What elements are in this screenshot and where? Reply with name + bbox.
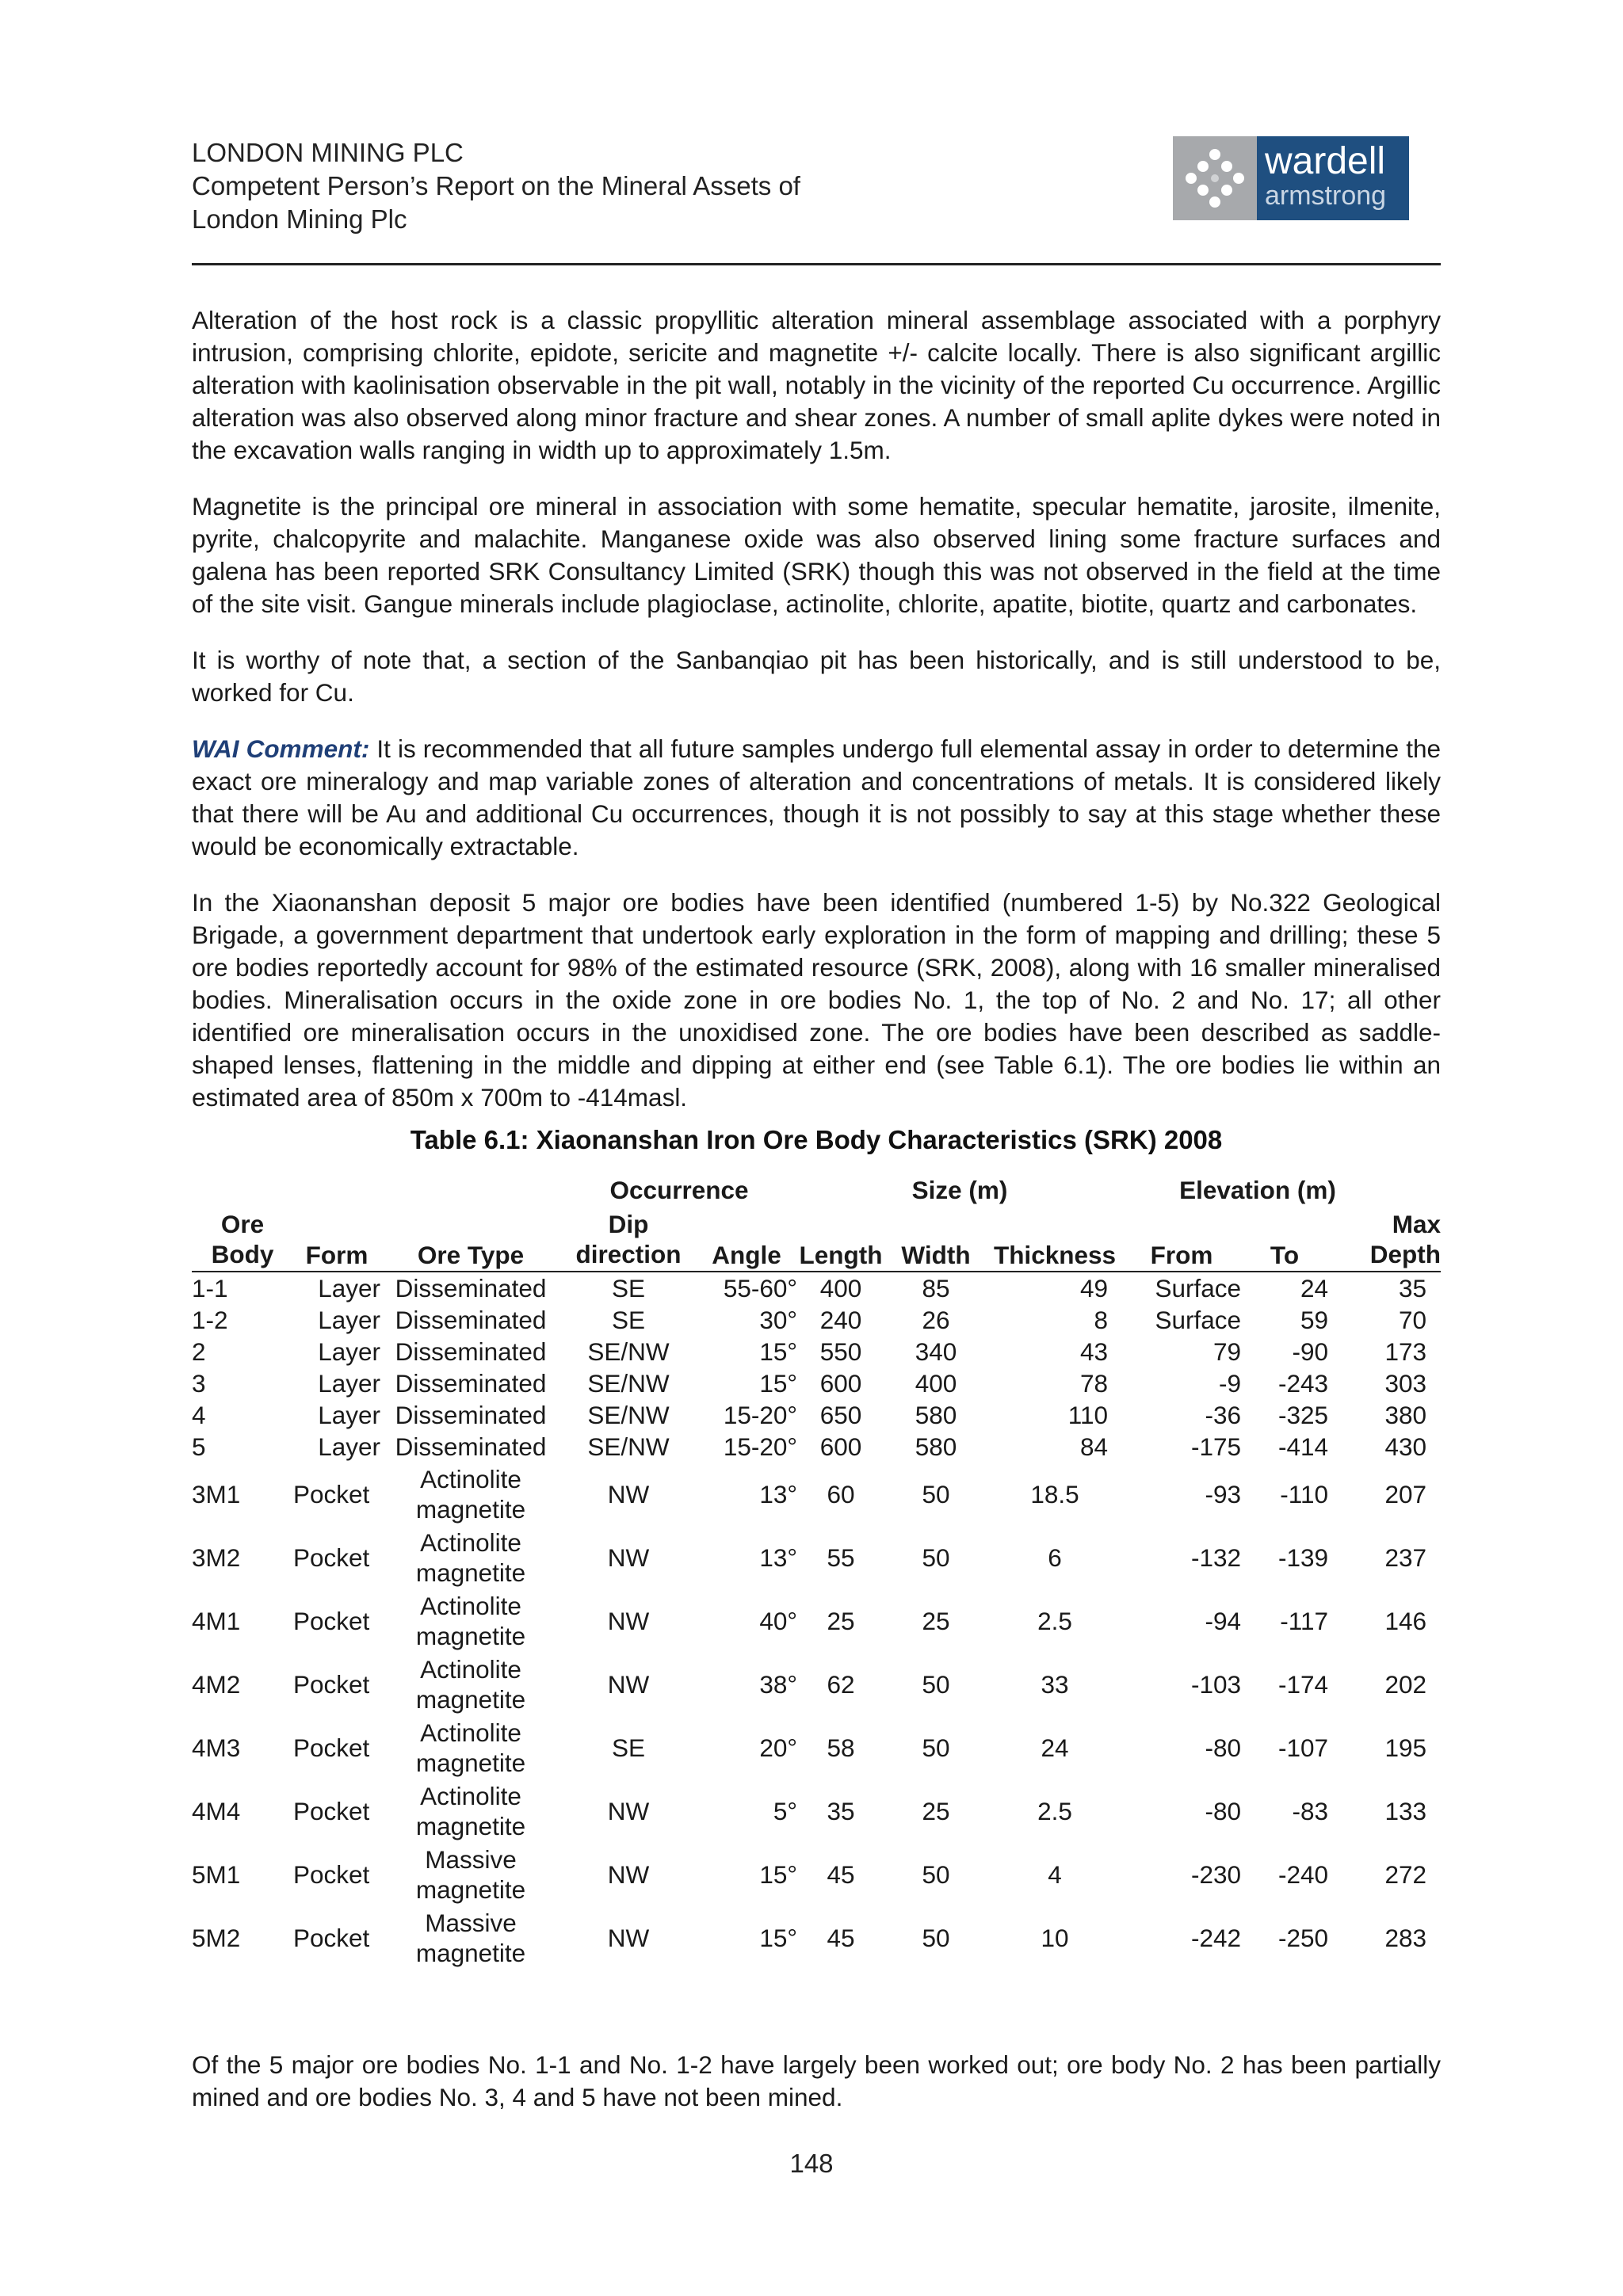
- cell-form: Pocket: [293, 1543, 370, 1572]
- table-row: [192, 1431, 1441, 1463]
- cell-thickness: 10: [1041, 1924, 1069, 1952]
- cell-body: 5M1: [192, 1860, 241, 1889]
- closing-section: [192, 2049, 1441, 2138]
- group-elevation: Elevation (m): [1179, 1176, 1336, 1204]
- cell-ore-type: Disseminated: [395, 1274, 547, 1302]
- cell-ore-type: Actinolite magnetite: [415, 1782, 526, 1840]
- cell-from: -9: [1218, 1369, 1241, 1398]
- cell-form: Pocket: [293, 1797, 370, 1825]
- report-title-line-2: London Mining Plc: [192, 204, 407, 234]
- cell-width: 580: [915, 1432, 957, 1461]
- cell-angle: 38°: [759, 1670, 797, 1699]
- cell-form: Pocket: [293, 1480, 370, 1508]
- cell-width: 50: [922, 1670, 950, 1699]
- cell-width: 26: [922, 1306, 950, 1334]
- cell-form: Layer: [318, 1306, 380, 1334]
- cell-thickness: 2.5: [1037, 1797, 1072, 1825]
- cell-dip: SE: [611, 1274, 646, 1302]
- table-row: [192, 1653, 1441, 1716]
- cell-from: -36: [1205, 1401, 1241, 1429]
- cell-angle: 30°: [759, 1306, 797, 1334]
- cell-angle: 20°: [759, 1733, 797, 1762]
- paragraph-alteration: Alteration of the host rock is a classic propyllitic alteration mineral assemblage associated with a porphyry intrusion, comprising chlorite, epidote, sericite and magnetite +/- calcite locally. There is also significant argillic alteration with kaolinisation observable in the pit wall, notably in the vicinity of the reported Cu occurrence. Argillic alteration was also observed along minor fracture and shear zones. A number of small aplite dykes were noted in the excavation walls ranging in width up to approximately 1.5m.: [192, 306, 1441, 464]
- group-occurrence: Occurrence: [609, 1176, 749, 1204]
- col-max-depth: Max Depth: [1328, 1209, 1441, 1272]
- cell-depth: 133: [1384, 1797, 1426, 1825]
- cell-length: 650: [819, 1401, 862, 1429]
- cell-from: -175: [1190, 1432, 1241, 1461]
- cell-body: 2: [192, 1337, 206, 1366]
- col-ore-type: Ore Type: [380, 1209, 561, 1272]
- cell-length: 58: [827, 1733, 855, 1762]
- cell-body: 4M4: [192, 1797, 241, 1825]
- cell-to: -243: [1277, 1369, 1328, 1398]
- cell-body: 5M2: [192, 1924, 241, 1952]
- table-row: [192, 1589, 1441, 1653]
- cell-form: Layer: [318, 1337, 380, 1366]
- cell-thickness: 43: [1079, 1337, 1108, 1366]
- logo-word-wardell: wardell: [1265, 140, 1386, 182]
- cell-thickness: 33: [1041, 1670, 1069, 1699]
- cell-ore-type: Actinolite magnetite: [415, 1592, 526, 1650]
- cell-angle: 15-20°: [723, 1432, 797, 1461]
- table-title: Table 6.1: Xiaonanshan Iron Ore Body Characteristics (SRK) 2008: [410, 1125, 1223, 1154]
- cell-form: Layer: [318, 1369, 380, 1398]
- page-header: [192, 136, 1441, 261]
- cell-dip: NW: [607, 1480, 650, 1508]
- cell-thickness: 78: [1079, 1369, 1108, 1398]
- cell-thickness: 49: [1079, 1274, 1108, 1302]
- col-form: Form: [293, 1209, 380, 1272]
- cell-to: -325: [1277, 1401, 1328, 1429]
- cell-to: -174: [1277, 1670, 1328, 1699]
- cell-width: 50: [922, 1733, 950, 1762]
- col-width: Width: [884, 1209, 987, 1272]
- cell-angle: 15°: [759, 1860, 797, 1889]
- cell-form: Pocket: [293, 1924, 370, 1952]
- cell-thickness: 2.5: [1037, 1607, 1072, 1635]
- col-from: From: [1122, 1209, 1241, 1272]
- ore-body-table-body: [192, 1272, 1441, 1970]
- cell-form: Pocket: [293, 1670, 370, 1699]
- cell-depth: 173: [1384, 1337, 1426, 1366]
- cell-width: 50: [922, 1543, 950, 1572]
- table-row: [192, 1779, 1441, 1843]
- cell-length: 55: [827, 1543, 855, 1572]
- cell-length: 550: [819, 1337, 862, 1366]
- wardell-armstrong-logo: [1173, 136, 1409, 220]
- wai-comment-text: It is recommended that all future samples undergo full elemental assay in order to determine the exact ore mineralogy and map variable zones of alteration and concentrations of metals. It is considered likely that there will be Au and additional Cu occurrences, though it is not possibly to say at this stage whether these would be economically extractable.: [192, 734, 1441, 860]
- cell-to: -414: [1277, 1432, 1328, 1461]
- cell-body: 4M1: [192, 1607, 241, 1635]
- cell-length: 45: [827, 1924, 855, 1952]
- cell-dip: NW: [607, 1543, 650, 1572]
- cell-to: -250: [1277, 1924, 1328, 1952]
- cell-thickness: 110: [1067, 1401, 1108, 1429]
- cell-from: -93: [1205, 1480, 1241, 1508]
- cell-dip: SE/NW: [587, 1401, 670, 1429]
- cell-depth: 146: [1384, 1607, 1426, 1635]
- table-row: [192, 1716, 1441, 1779]
- cell-body: 1-2: [192, 1306, 228, 1334]
- cell-length: 35: [827, 1797, 855, 1825]
- cell-to: -107: [1277, 1733, 1328, 1762]
- cell-angle: 13°: [759, 1480, 797, 1508]
- cell-width: 25: [922, 1797, 950, 1825]
- cell-width: 50: [922, 1924, 950, 1952]
- cell-dip: SE/NW: [587, 1337, 670, 1366]
- cell-body: 4M2: [192, 1670, 241, 1699]
- cell-angle: 5°: [773, 1797, 797, 1825]
- cell-dip: SE/NW: [587, 1369, 670, 1398]
- cell-from: 79: [1212, 1337, 1241, 1366]
- cell-depth: 283: [1384, 1924, 1426, 1952]
- cell-width: 580: [915, 1401, 957, 1429]
- col-ore-body: Ore Body: [192, 1209, 293, 1272]
- report-title-line-1: Competent Person’s Report on the Mineral Assets of: [192, 171, 800, 200]
- group-size: Size (m): [911, 1176, 1008, 1204]
- cell-length: 62: [827, 1670, 855, 1699]
- cell-angle: 15°: [759, 1337, 797, 1366]
- cell-length: 240: [819, 1306, 862, 1334]
- cell-ore-type: Massive magnetite: [415, 1909, 526, 1967]
- cell-depth: 195: [1384, 1733, 1426, 1762]
- cell-body: 3: [192, 1369, 206, 1398]
- header-text: [192, 136, 800, 236]
- table-row: [192, 1399, 1441, 1431]
- cell-dip: NW: [607, 1797, 650, 1825]
- cell-width: 50: [922, 1860, 950, 1889]
- cell-body: 4M3: [192, 1733, 241, 1762]
- table-row: [192, 1526, 1441, 1589]
- table-row: [192, 1304, 1441, 1336]
- paragraph-closing: Of the 5 major ore bodies No. 1-1 and No. 1-2 have largely been worked out; ore body No. 2 has been partially mined and ore bodies No. 3, 4 and 5 have not been mined.: [192, 2050, 1441, 2111]
- cell-depth: 35: [1398, 1274, 1426, 1302]
- cell-dip: SE: [611, 1306, 646, 1334]
- cell-from: -94: [1205, 1607, 1241, 1635]
- cell-to: -110: [1280, 1480, 1328, 1508]
- cell-thickness: 84: [1079, 1432, 1108, 1461]
- cell-body: 4: [192, 1401, 206, 1429]
- cell-depth: 202: [1384, 1670, 1426, 1699]
- cell-angle: 15°: [759, 1924, 797, 1952]
- cell-form: Layer: [318, 1401, 380, 1429]
- cell-body: 5: [192, 1432, 206, 1461]
- table-row: [192, 1463, 1441, 1526]
- cell-to: 24: [1300, 1274, 1328, 1302]
- cell-depth: 272: [1384, 1860, 1426, 1889]
- cell-angle: 13°: [759, 1543, 797, 1572]
- cell-dip: NW: [607, 1670, 650, 1699]
- cell-to: -240: [1277, 1860, 1328, 1889]
- table-row: [192, 1336, 1441, 1367]
- paragraph-wai-comment: [192, 733, 1441, 863]
- col-dip-direction: Dip direction: [561, 1209, 696, 1272]
- cell-angle: 15-20°: [723, 1401, 797, 1429]
- cell-width: 85: [922, 1274, 950, 1302]
- ore-body-table: [192, 1171, 1441, 1970]
- cell-dip: NW: [607, 1607, 650, 1635]
- table-row: [192, 1843, 1441, 1906]
- col-thickness: Thickness: [987, 1209, 1122, 1272]
- cell-angle: 40°: [759, 1607, 797, 1635]
- cell-dip: SE: [611, 1733, 646, 1762]
- cell-angle: 15°: [759, 1369, 797, 1398]
- cell-width: 25: [922, 1607, 950, 1635]
- cell-ore-type: Actinolite magnetite: [415, 1528, 526, 1587]
- cell-length: 600: [819, 1432, 862, 1461]
- cell-dip: NW: [607, 1924, 650, 1952]
- cell-dip: NW: [607, 1860, 650, 1889]
- cell-depth: 430: [1384, 1432, 1426, 1461]
- cell-from: -242: [1190, 1924, 1241, 1952]
- cell-ore-type: Disseminated: [395, 1432, 547, 1461]
- cell-dip: SE/NW: [587, 1432, 670, 1461]
- table-row: [192, 1367, 1441, 1399]
- cell-to: 59: [1300, 1306, 1328, 1334]
- cell-to: -117: [1280, 1607, 1328, 1635]
- table-column-header-row: [192, 1209, 1441, 1272]
- cell-ore-type: Actinolite magnetite: [415, 1465, 526, 1524]
- col-to: To: [1241, 1209, 1328, 1272]
- cell-body: 3M1: [192, 1480, 241, 1508]
- cell-depth: 70: [1398, 1306, 1426, 1334]
- table-group-header-row: [192, 1171, 1441, 1209]
- company-name: LONDON MINING PLC: [192, 138, 464, 167]
- cell-to: -90: [1292, 1337, 1328, 1366]
- cell-form: Layer: [318, 1274, 380, 1302]
- cell-thickness: 18.5: [1030, 1480, 1079, 1508]
- cell-from: -230: [1190, 1860, 1241, 1889]
- paragraph-magnetite: Magnetite is the principal ore mineral in association with some hematite, specular hematite, jarosite, ilmenite, pyrite, chalcopyrite and malachite. Manganese oxide was also observed lining some fracture surfaces and galena has been reported SRK Consultancy Limited (SRK) though this was not observed in the field at the time of the site visit. Gangue minerals include plagioclase, actinolite, chlorite, apatite, biotite, quartz and carbonates.: [192, 492, 1441, 618]
- col-length: Length: [797, 1209, 884, 1272]
- table-row: [192, 1906, 1441, 1970]
- header-divider: [192, 263, 1441, 265]
- cell-thickness: 8: [1094, 1306, 1108, 1334]
- cell-length: 25: [827, 1607, 855, 1635]
- cell-ore-type: Massive magnetite: [415, 1845, 526, 1904]
- cell-thickness: 24: [1041, 1733, 1069, 1762]
- cell-thickness: 6: [1048, 1543, 1062, 1572]
- cell-form: Pocket: [293, 1607, 370, 1635]
- cell-depth: 237: [1384, 1543, 1426, 1572]
- cell-from: Surface: [1155, 1274, 1241, 1302]
- table-row: [192, 1272, 1441, 1304]
- main-content: [192, 304, 1441, 1970]
- cell-form: Layer: [318, 1432, 380, 1461]
- cell-length: 45: [827, 1860, 855, 1889]
- cell-depth: 303: [1384, 1369, 1426, 1398]
- cell-to: -139: [1277, 1543, 1328, 1572]
- cell-form: Pocket: [293, 1733, 370, 1762]
- cell-ore-type: Actinolite magnetite: [415, 1655, 526, 1714]
- cell-body: 3M2: [192, 1543, 241, 1572]
- cell-from: Surface: [1155, 1306, 1241, 1334]
- cell-thickness: 4: [1048, 1860, 1062, 1889]
- paragraph-xiaonanshan: In the Xiaonanshan deposit 5 major ore bodies have been identified (numbered 1-5) by No.322 Geological Brigade, a government department that undertook early exploration in the form of mapping and drilling; these 5 ore bodies reportedly account for 98% of the estimated resource (SRK, 2008), along with 16 smaller mineralised bodies. Mineralisation occurs in the oxide zone in ore bodies No. 1, the top of No. 2 and No. 17; all other identified ore mineralisation occurs in the unoxidised zone. The ore bodies have been described as saddle-shaped lenses, flattening in the middle and dipping at either end (see Table 6.1). The ore bodies lie within an estimated area of 850m x 700m to -414masl.: [192, 888, 1441, 1112]
- cell-width: 340: [915, 1337, 957, 1366]
- cell-ore-type: Disseminated: [395, 1337, 547, 1366]
- cell-body: 1-1: [192, 1274, 228, 1302]
- cell-width: 50: [922, 1480, 950, 1508]
- cell-width: 400: [915, 1369, 957, 1398]
- logo-word-armstrong: armstrong: [1265, 181, 1387, 211]
- cell-from: -80: [1205, 1733, 1241, 1762]
- wai-comment-label: WAI Comment:: [192, 734, 370, 763]
- cell-ore-type: Disseminated: [395, 1369, 547, 1398]
- cell-depth: 207: [1384, 1480, 1426, 1508]
- cell-from: -132: [1190, 1543, 1241, 1572]
- paragraph-sanbanqiao: It is worthy of note that, a section of the Sanbanqiao pit has been historically, and is still understood to be, worked for Cu.: [192, 646, 1441, 707]
- cell-length: 60: [827, 1480, 855, 1508]
- cell-to: -83: [1292, 1797, 1328, 1825]
- cell-ore-type: Disseminated: [395, 1401, 547, 1429]
- logo-diamond-icon: [1173, 136, 1257, 220]
- cell-ore-type: Actinolite magnetite: [415, 1718, 526, 1777]
- col-angle: Angle: [696, 1209, 797, 1272]
- logo-wordmark: [1257, 136, 1409, 220]
- cell-length: 600: [819, 1369, 862, 1398]
- cell-from: -80: [1205, 1797, 1241, 1825]
- cell-length: 400: [819, 1274, 862, 1302]
- cell-ore-type: Disseminated: [395, 1306, 547, 1334]
- cell-angle: 55-60°: [723, 1274, 797, 1302]
- cell-form: Pocket: [293, 1860, 370, 1889]
- cell-from: -103: [1190, 1670, 1241, 1699]
- page-number: 148: [789, 2149, 834, 2178]
- cell-depth: 380: [1384, 1401, 1426, 1429]
